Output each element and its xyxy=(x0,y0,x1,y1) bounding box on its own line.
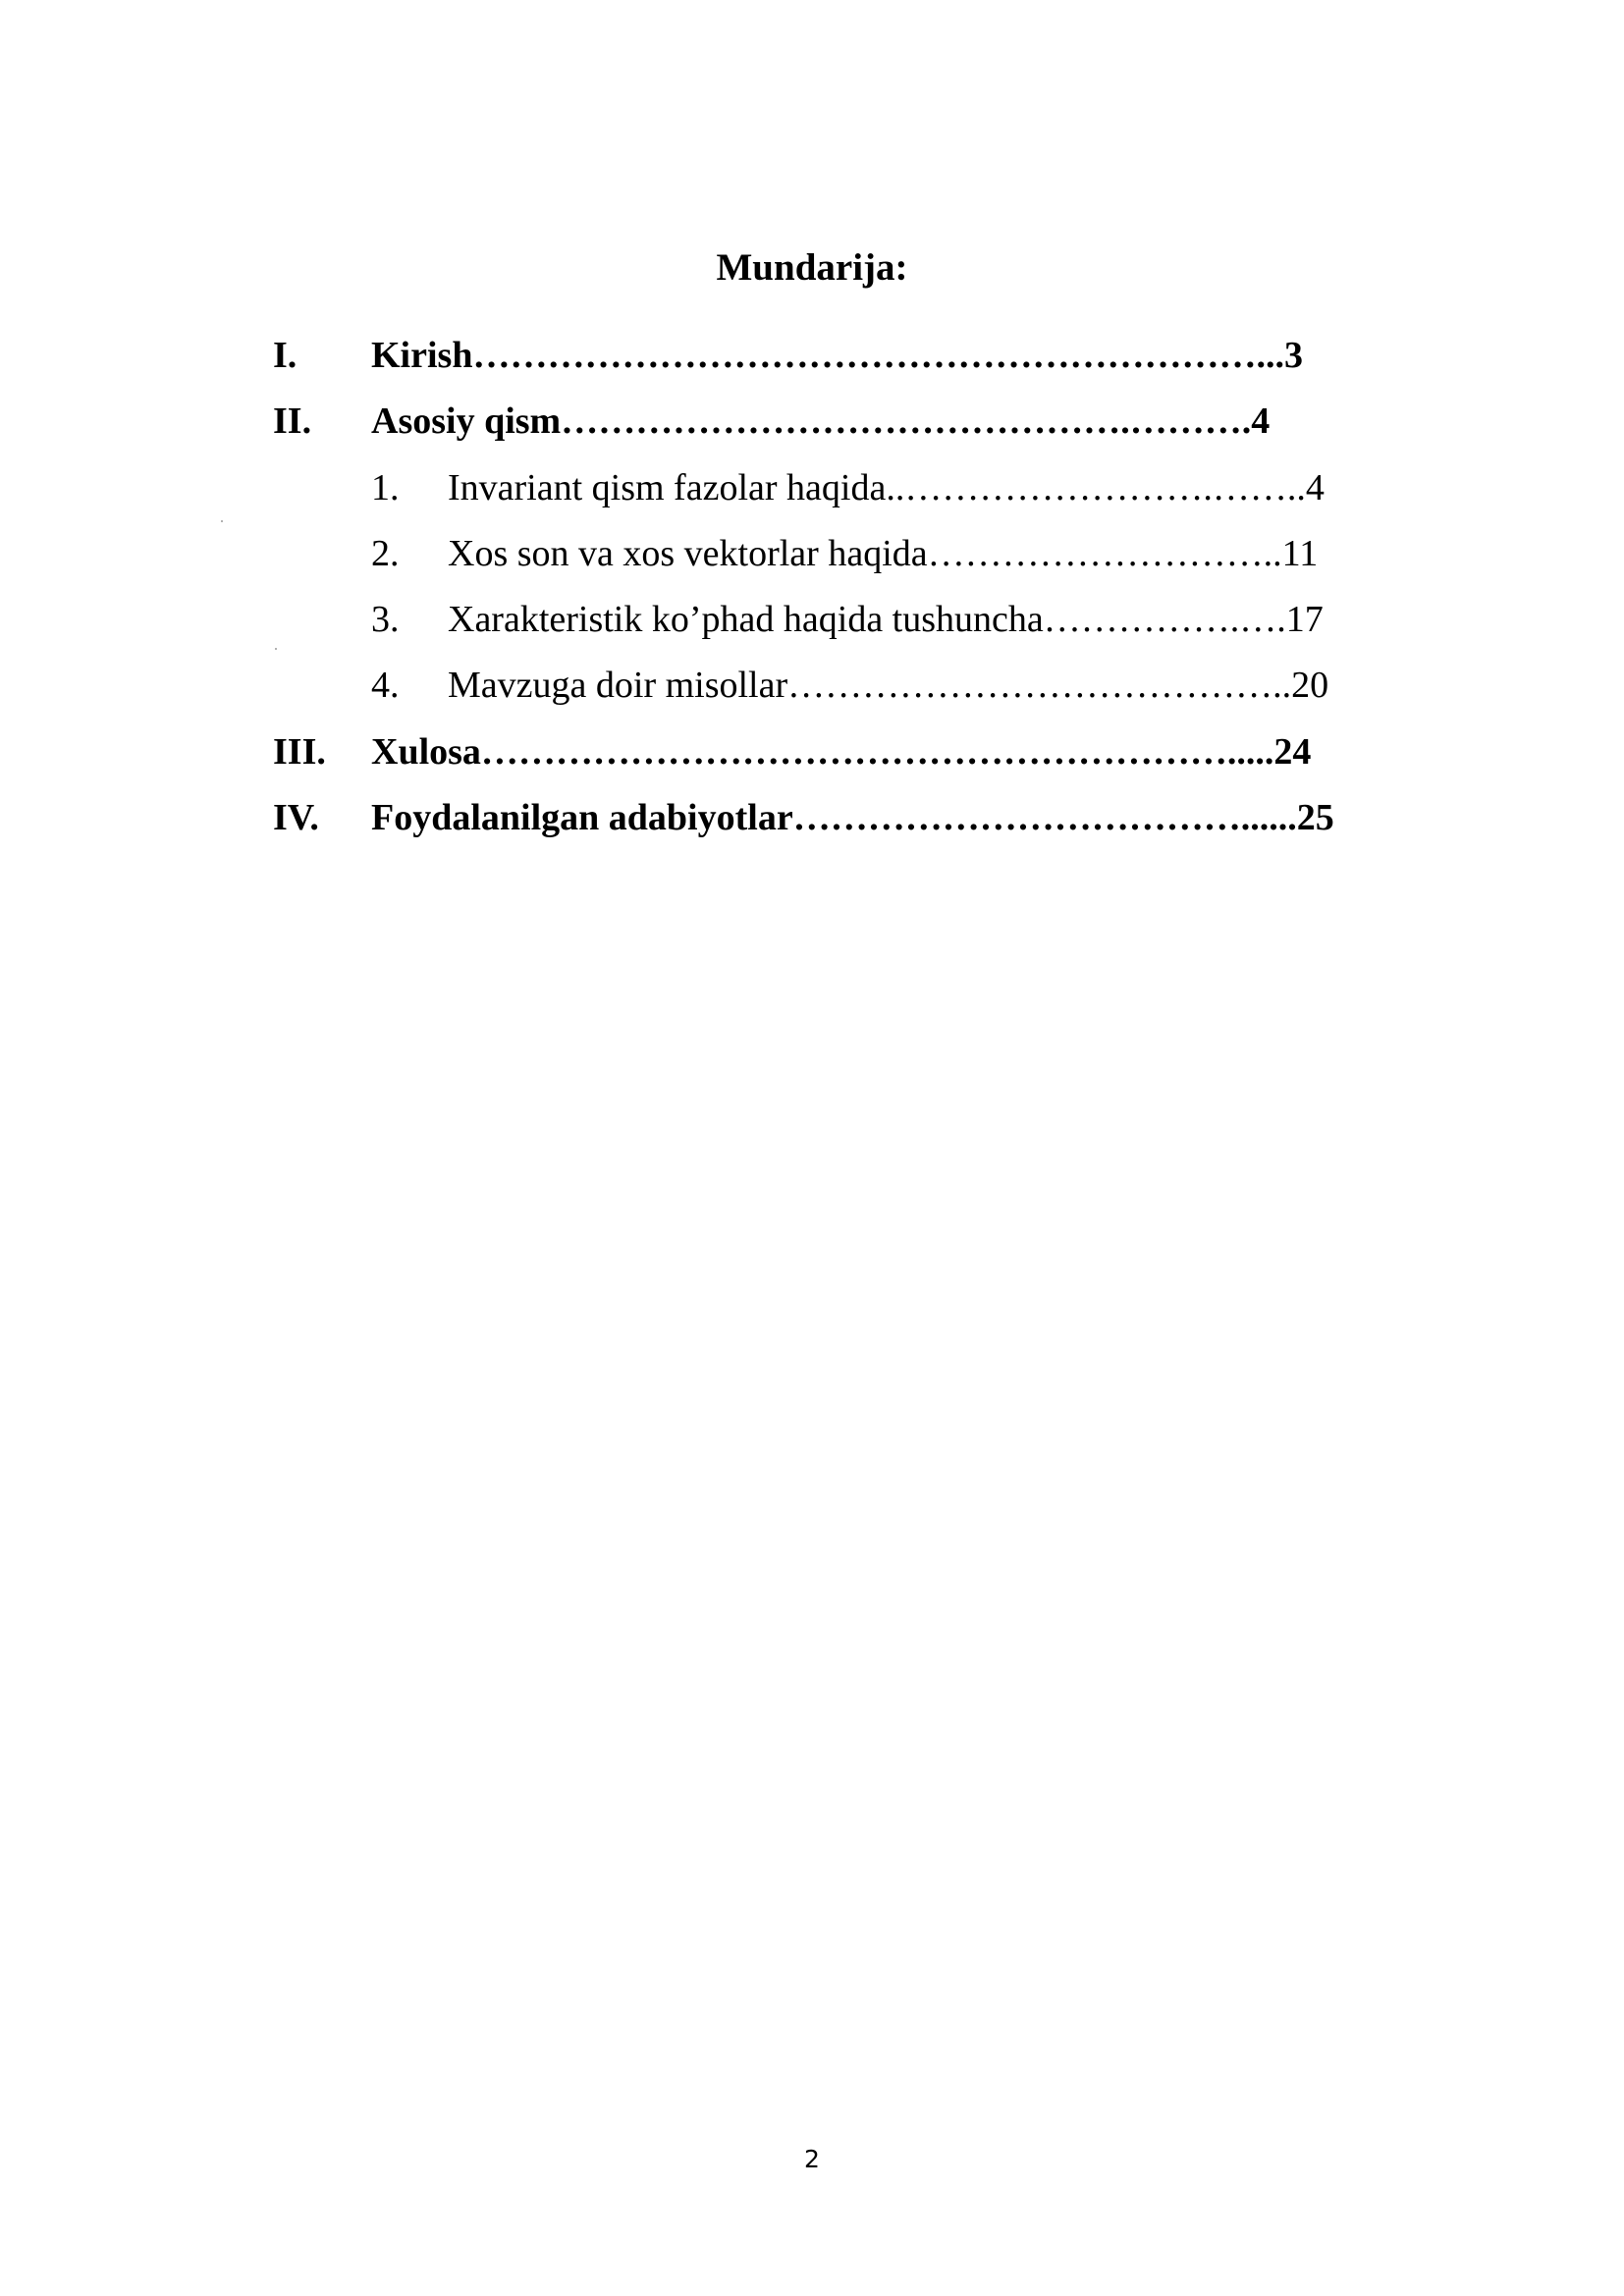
toc-entry-text: Asosiy qism……………………………………….……….4 xyxy=(371,400,1271,442)
toc-entry-number: 2. xyxy=(371,533,400,574)
toc-entry-number: 1. xyxy=(371,467,400,508)
toc-entry-text: Xulosa…………………………………………………….....24 xyxy=(371,731,1312,773)
page-number: 2 xyxy=(804,2145,820,2173)
toc-entry-text: Xarakteristik ko’phad haqida tushuncha…………….….17 xyxy=(448,599,1324,640)
toc-entry-number: IV. xyxy=(273,797,319,838)
toc-entry-text: Foydalanilgan adabiyotlar………………………………......25 xyxy=(371,797,1334,838)
toc-entry-number: I. xyxy=(273,335,298,376)
toc-entry-text: Kirish………………………………………………………...3 xyxy=(371,335,1303,376)
toc-entry-text: Invariant qism fazolar haqida..…………………….……..4 xyxy=(448,467,1325,508)
toc-title: Mundarija: xyxy=(716,246,908,289)
toc-entry-number: II. xyxy=(273,400,312,442)
toc-entry-number: 3. xyxy=(371,599,400,640)
toc-entry-text: Mavzuga doir misollar…………………………………..20 xyxy=(448,665,1329,706)
scan-speck xyxy=(275,648,277,650)
toc-entry-text: Xos son va xos vektorlar haqida………………………..11 xyxy=(448,533,1319,574)
toc-entry-number: 4. xyxy=(371,665,400,706)
scan-speck xyxy=(221,520,223,522)
toc-entry-number: III. xyxy=(273,731,326,773)
